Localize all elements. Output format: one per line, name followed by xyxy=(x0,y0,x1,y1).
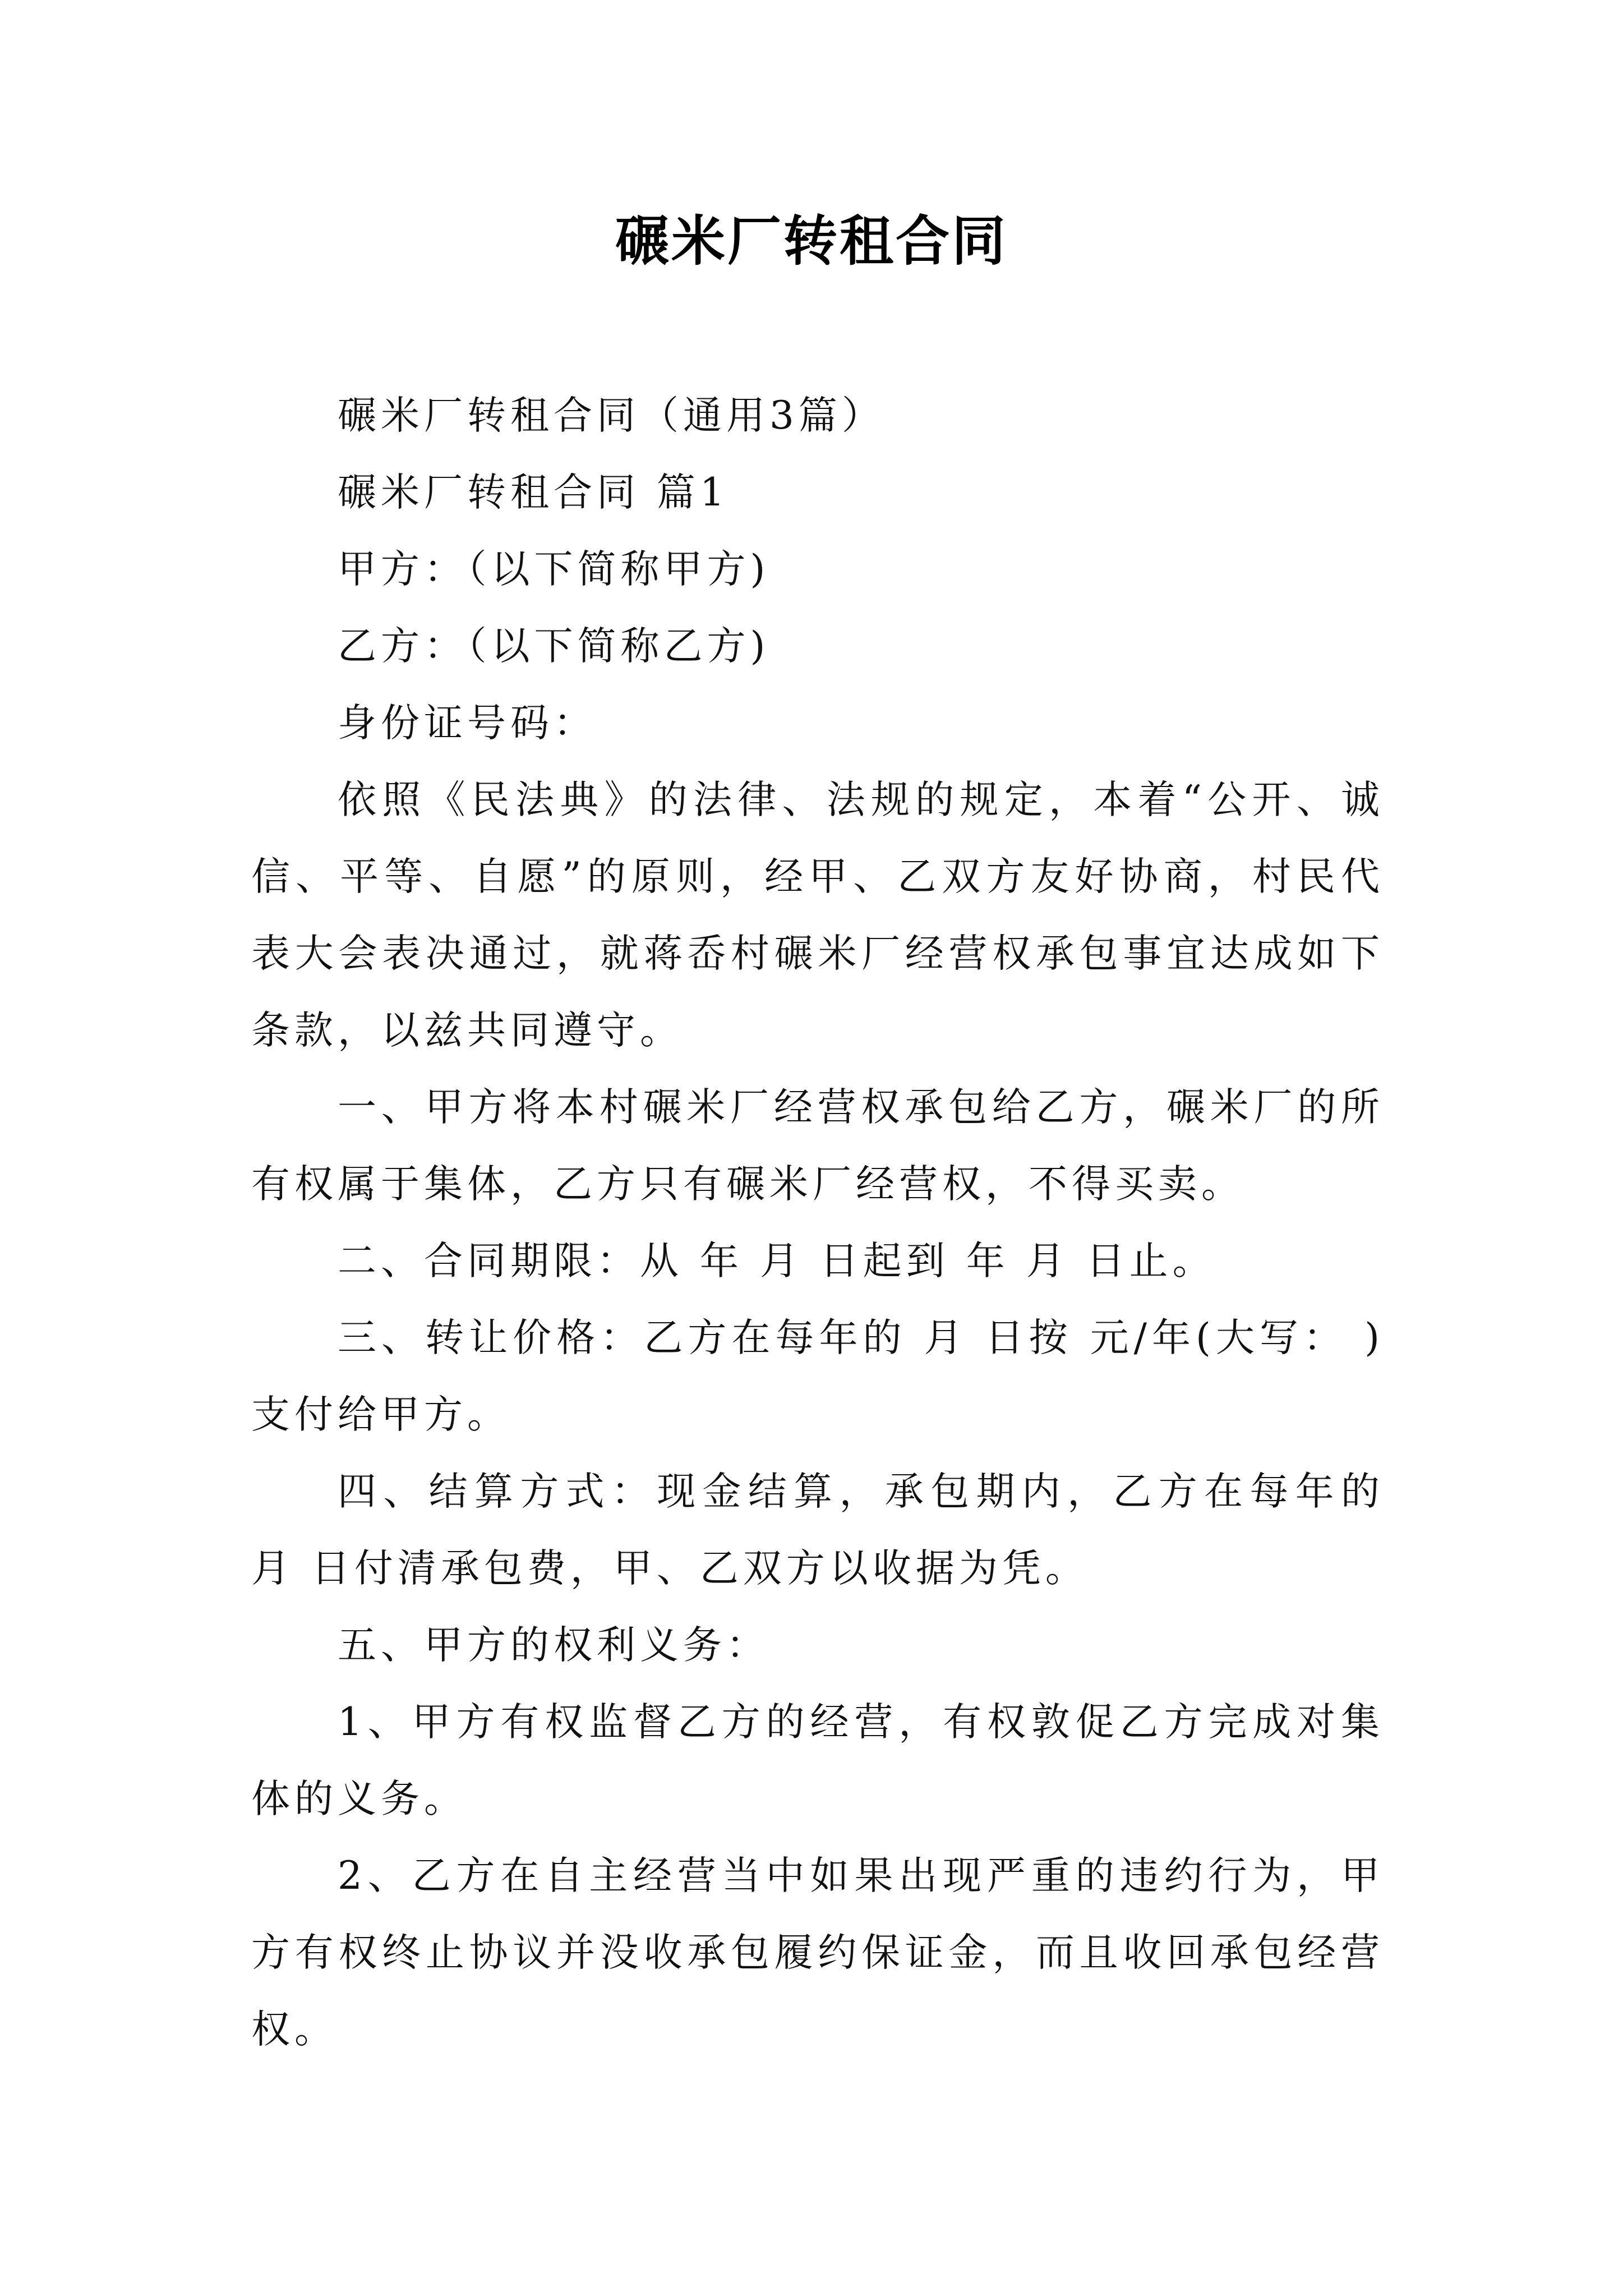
paragraph-heading-part1: 碾米厂转租合同 篇1 xyxy=(338,470,729,515)
paragraph-party-a: 甲方：（以下简称甲方) xyxy=(338,547,770,592)
paragraph-clause-4: 四、结算方式：现金结算，承包期内，乙方在每年的 月 日付清承包费，甲、乙双方以收据为凭。 xyxy=(251,1469,1384,1591)
document-body xyxy=(251,378,1384,2068)
paragraph-heading-general: 碾米厂转租合同（通用3篇） xyxy=(338,393,885,438)
paragraph-clause-3: 三、转让价格：乙方在每年的 月 日按 元/年(大写： )支付给甲方。 xyxy=(251,1315,1384,1437)
paragraph-clause-5-item-2: 2、乙方在自主经营当中如果出现严重的违约行为，甲方有权终止协议并没收承包履约保证金，而且收回承包经营权。 xyxy=(251,1853,1384,2052)
paragraph-clause-1: 一、甲方将本村碾米厂经营权承包给乙方，碾米厂的所有权属于集体，乙方只有碾米厂经营权，不得买卖。 xyxy=(251,1085,1384,1207)
paragraph-clause-5: 五、甲方的权利义务： xyxy=(338,1623,769,1668)
paragraph-clause-2: 二、合同期限：从 年 月 日起到 年 月 日止。 xyxy=(338,1239,1216,1283)
paragraph-preamble: 依照《民法典》的法律、法规的规定，本着“公开、诚信、平等、自愿”的原则，经甲、乙双方友好协商，村民代表大会表决通过，就蒋岙村碾米厂经营权承包事宜达成如下条款，以兹共同遵守。 xyxy=(251,777,1384,1053)
paragraph-party-b: 乙方：（以下简称乙方) xyxy=(338,624,770,669)
paragraph-id-number: 身份证号码： xyxy=(338,701,597,746)
document-title: 碾米厂转租合同 xyxy=(615,209,1008,273)
paragraph-clause-5-item-1: 1、甲方有权监督乙方的经营，有权敦促乙方完成对集体的义务。 xyxy=(251,1700,1384,1821)
